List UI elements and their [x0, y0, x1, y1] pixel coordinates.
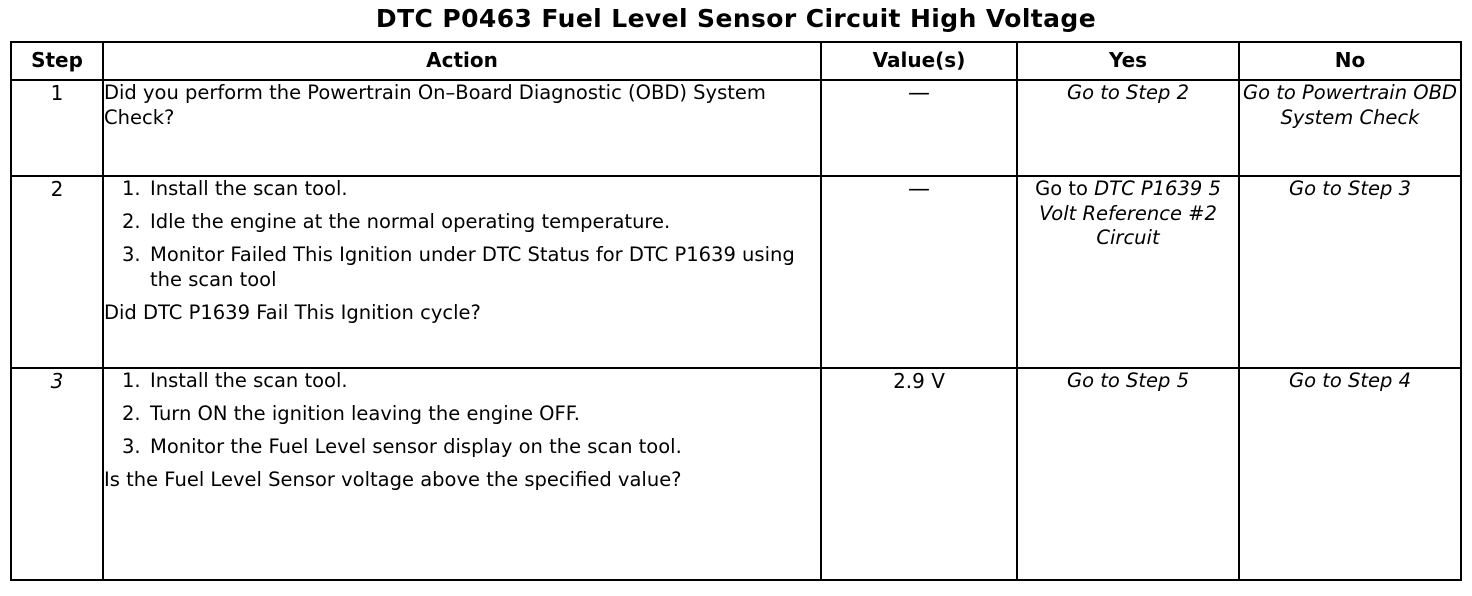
list-marker: 1. — [122, 369, 141, 392]
action-step-list — [104, 177, 820, 293]
action-question-text: Is the Fuel Level Sensor voltage above the specified value? — [104, 467, 682, 491]
table-row — [11, 368, 1461, 580]
list-item-text: Turn ON the ignition leaving the engine OFF. — [150, 401, 581, 425]
step-value — [821, 80, 1017, 176]
yes-branch-text: Go to Step 5 — [1066, 369, 1190, 392]
table-row — [11, 176, 1461, 368]
list-item-text: Install the scan tool. — [150, 177, 348, 200]
yes-branch-text: DTC P1639 5 Volt Reference #2 Circuit — [1039, 177, 1221, 250]
value-text: — — [908, 81, 930, 106]
column-header-step: Step — [11, 42, 103, 80]
list-item-text: Monitor Failed This Ignition under DTC Status for DTC P1639 using the scan tool — [150, 242, 795, 291]
no-branch-text: Go to Step 4 — [1288, 369, 1412, 392]
column-header-action: Action — [103, 42, 821, 80]
column-header-yes: Yes — [1017, 42, 1239, 80]
list-item-text: Idle the engine at the normal operating temperature. — [150, 209, 671, 233]
column-header-no: No — [1239, 42, 1461, 80]
list-item — [104, 243, 820, 293]
list-marker: 3. — [122, 242, 141, 266]
step-value — [821, 176, 1017, 368]
list-item — [104, 435, 820, 460]
list-item-text: Monitor the Fuel Level sensor display on the scan tool. — [150, 434, 682, 458]
page-title: DTC P0463 Fuel Level Sensor Circuit High Voltage — [375, 4, 1097, 33]
yes-branch-prefix: Go to — [1035, 177, 1095, 200]
list-item-text: Install the scan tool. — [150, 369, 348, 392]
step-action — [103, 368, 821, 580]
step-number — [11, 368, 103, 580]
step-number: 2 — [11, 176, 103, 368]
step-yes-branch — [1017, 176, 1239, 368]
table-row — [11, 80, 1461, 176]
action-lead-text: Did you perform the Powertrain On–Board Diagnostic (OBD) System Check? — [104, 81, 766, 129]
step-number-text: 3 — [50, 369, 64, 393]
list-item — [104, 210, 820, 235]
list-marker: 2. — [122, 209, 141, 233]
diagnostic-table — [10, 41, 1462, 581]
list-marker: 3. — [122, 434, 141, 458]
value-text: — — [908, 177, 930, 202]
column-header-value: Value(s) — [821, 42, 1017, 80]
no-branch-text: Go to Step 3 — [1288, 177, 1412, 200]
step-no-branch — [1239, 176, 1461, 368]
list-marker: 1. — [122, 177, 141, 200]
step-number: 1 — [11, 80, 103, 176]
step-yes-branch — [1017, 368, 1239, 580]
action-question-text: Did DTC P1639 Fail This Ignition cycle? — [104, 300, 481, 324]
step-action — [103, 176, 821, 368]
list-marker: 2. — [122, 401, 141, 425]
table-header-row — [11, 42, 1461, 80]
yes-branch-text: Go to Step 2 — [1066, 81, 1190, 104]
value-text: 2.9 V — [893, 369, 945, 393]
action-step-list — [104, 369, 820, 460]
step-no-branch — [1239, 80, 1461, 176]
step-no-branch — [1239, 368, 1461, 580]
list-item — [104, 402, 820, 427]
list-item — [104, 369, 820, 394]
no-branch-text: Go to Powertrain OBD System Check — [1243, 81, 1457, 129]
step-value — [821, 368, 1017, 580]
list-item — [104, 177, 820, 202]
step-yes-branch — [1017, 80, 1239, 176]
step-action — [103, 80, 821, 176]
